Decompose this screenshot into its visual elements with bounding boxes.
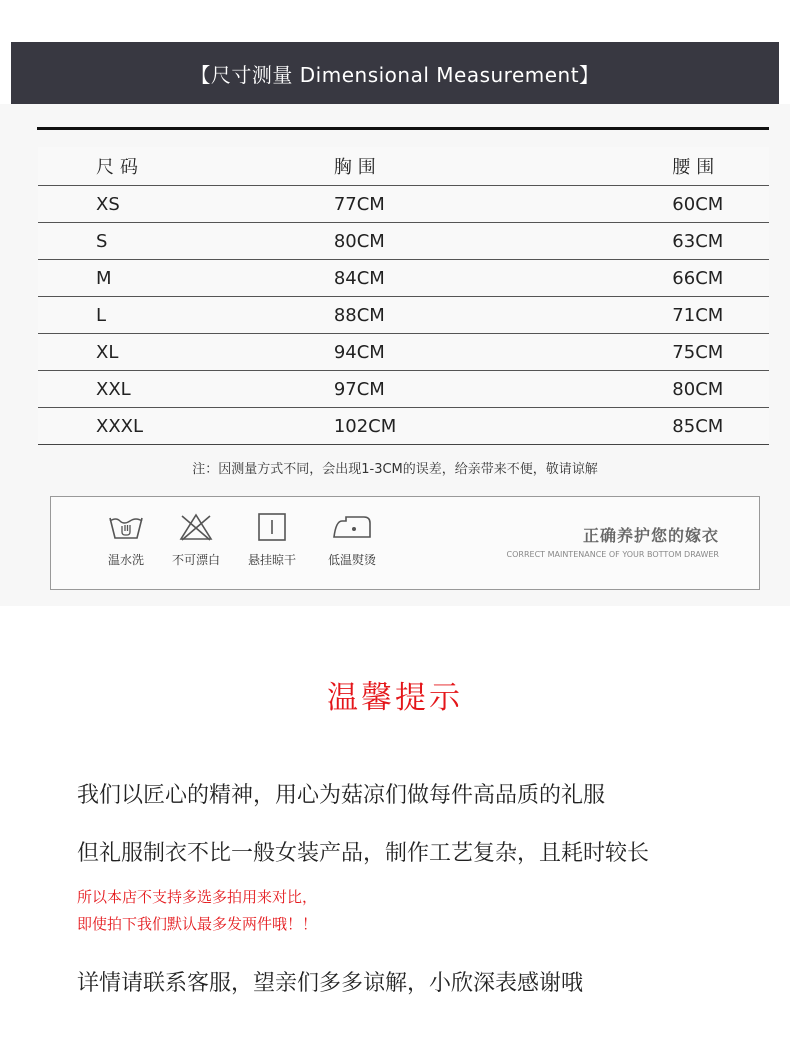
table-row <box>38 260 769 297</box>
waist-cell: 71CM <box>540 297 769 334</box>
warm-wash-icon <box>106 511 146 543</box>
waist-cell: 60CM <box>540 186 769 223</box>
dimension-header <box>11 42 779 104</box>
care-label-warm-wash: 温水洗 <box>107 553 144 567</box>
size-cell: XXL <box>38 371 218 408</box>
table-row <box>38 334 769 371</box>
care-instructions-box <box>50 496 760 590</box>
table-header-row <box>38 147 769 186</box>
tips-line-3: 详情请联系客服，望亲们多多谅解，小欣深表感谢哦 <box>77 971 584 996</box>
table-top-rule <box>37 127 769 130</box>
waist-cell: 63CM <box>540 223 769 260</box>
bust-cell: 97CM <box>218 371 540 408</box>
size-cell: S <box>38 223 218 260</box>
care-subtitle: CORRECT MAINTENANCE OF YOUR BOTTOM DRAWER <box>506 550 719 559</box>
bust-cell: 88CM <box>218 297 540 334</box>
table-row <box>38 297 769 334</box>
header-waist: 腰围 <box>540 147 769 186</box>
size-cell: XS <box>38 186 218 223</box>
low-iron-icon <box>330 511 374 543</box>
measurement-note: 注：因测量方式不同，会出现1-3CM的误差，给亲带来不便，敬请谅解 <box>192 462 598 477</box>
table-row <box>38 408 769 445</box>
care-item-hang-dry <box>237 511 307 568</box>
care-label-hang-dry: 悬挂晾干 <box>247 553 296 567</box>
size-cell: M <box>38 260 218 297</box>
table-row <box>38 186 769 223</box>
size-cell: XL <box>38 334 218 371</box>
care-title: 正确养护您的嫁衣 <box>582 526 719 545</box>
size-cell: L <box>38 297 218 334</box>
header-bust: 胸围 <box>218 147 540 186</box>
bust-cell: 80CM <box>218 223 540 260</box>
bust-cell: 77CM <box>218 186 540 223</box>
size-table <box>38 147 769 445</box>
tips-line-1: 我们以匠心的精神，用心为菇凉们做每件高品质的礼服 <box>77 783 606 808</box>
dimension-header-title: 【尺寸测量 Dimensional Measurement】 <box>190 62 600 87</box>
waist-cell: 85CM <box>540 408 769 445</box>
bust-cell: 94CM <box>218 334 540 371</box>
hang-dry-icon <box>252 511 292 543</box>
bust-cell: 102CM <box>218 408 540 445</box>
tips-red-line-1: 所以本店不支持多选多拍用来对比， <box>77 888 318 906</box>
bust-cell: 84CM <box>218 260 540 297</box>
tips-title: 温馨提示 <box>327 680 463 716</box>
waist-cell: 75CM <box>540 334 769 371</box>
table-row <box>38 223 769 260</box>
header-size: 尺码 <box>38 147 218 186</box>
tips-red-line-2: 即使拍下我们默认最多发两件哦！！ <box>77 915 318 933</box>
care-item-no-bleach <box>161 511 231 568</box>
care-item-low-iron <box>317 511 387 568</box>
tips-line-2: 但礼服制衣不比一般女装产品，制作工艺复杂，且耗时较长 <box>77 841 650 866</box>
table-row <box>38 371 769 408</box>
care-item-warm-wash <box>91 511 161 568</box>
no-bleach-icon <box>176 511 216 543</box>
waist-cell: 66CM <box>540 260 769 297</box>
care-label-no-bleach: 不可漂白 <box>171 553 220 567</box>
care-label-low-iron: 低温熨烫 <box>327 553 376 567</box>
waist-cell: 80CM <box>540 371 769 408</box>
size-cell: XXXL <box>38 408 218 445</box>
